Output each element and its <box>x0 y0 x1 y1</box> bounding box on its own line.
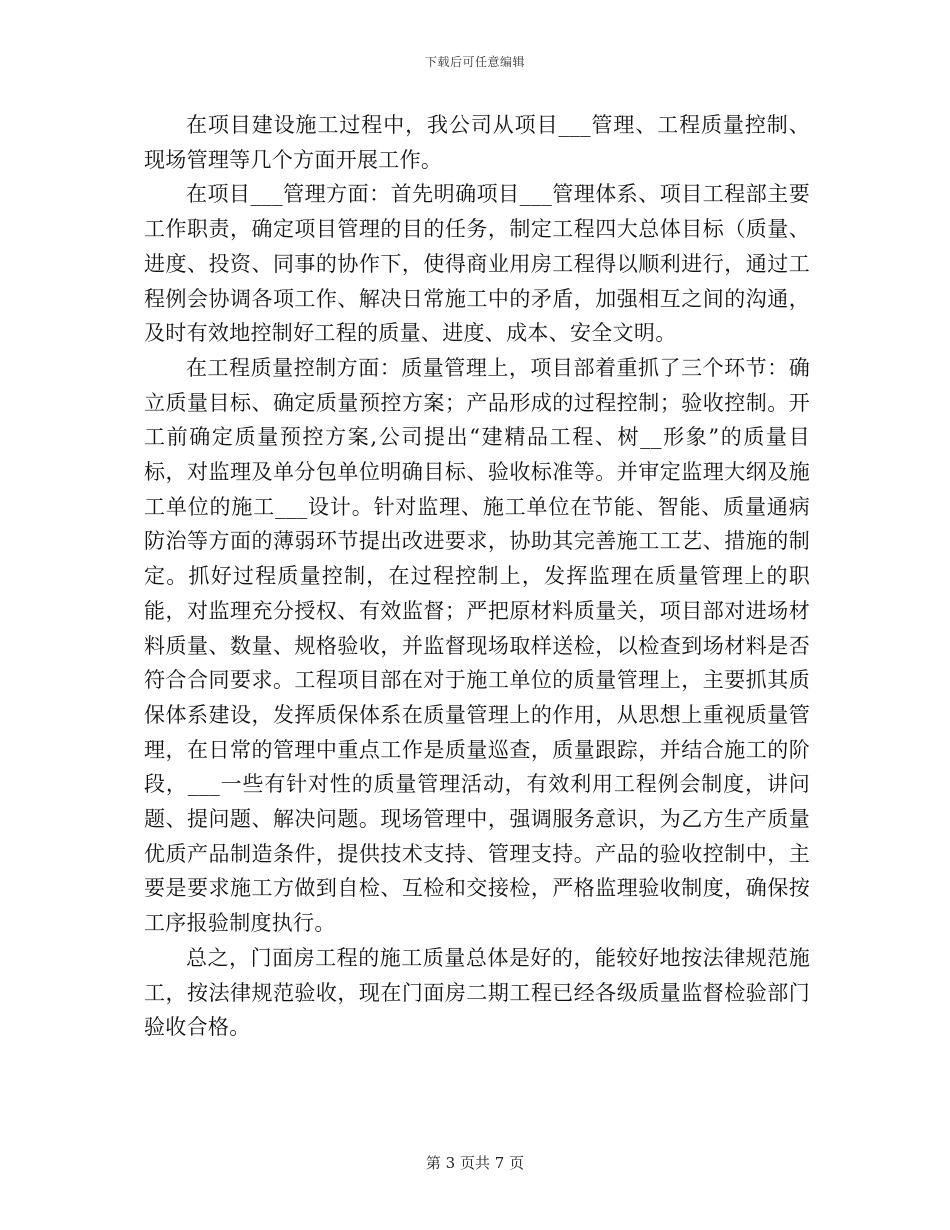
paragraph-project-management: 在项目___管理方面：首先明确项目___管理体系、项目工程部主要工作职责，确定项目管理的目的任务，制定工程四大总体目标（质量、进度、投资、同事的协作下，使得商业用房工程得以顺利进行，通过工程例会协调各项工作、解决日常施工中的矛盾，加强相互之间的沟通，及时有效地控制好工程的质量、进度、成本、安全文明。 <box>144 182 810 346</box>
paragraph-intro: 在项目建设施工过程中，我公司从项目___管理、工程质量控制、现场管理等几个方面开展工作。 <box>144 113 810 172</box>
paragraph-conclusion: 总之，门面房工程的施工质量总体是好的，能较好地按法律规范施工，按法律规范验收，现在门面房二期工程已经各级质量监督检验部门验收合格。 <box>144 945 810 1040</box>
page-header: 下载后可任意编辑 <box>424 55 525 69</box>
document-body <box>144 108 810 1045</box>
page-footer: 第 3 页共 7 页 <box>425 1154 525 1172</box>
paragraph-quality-control: 在工程质量控制方面：质量管理上，项目部着重抓了三个环节：确立质量目标、确定质量预控方案；产品形成的过程控制；验收控制。开工前确定质量预控方案,公司提出“建精品工程、树__形象”的质量目标，对监理及单分包单位明确目标、验收标准等。并审定监理大纲及施工单位的施工___设计。针对监理、施工单位在节能、智能、质量通病防治等方面的薄弱环节提出改进要求，协助其完善施工工艺、措施的制定。抓好过程质量控制，在过程控制上，发挥监理在质量管理上的职能，对监理充分授权、有效监督；严把原材料质量关，项目部对进场材料质量、数量、规格验收，并监督现场取样送检，以检查到场材料是否符合合同要求。工程项目部在对于施工单位的质量管理上，主要抓其质保体系建设，发挥质保体系在质量管理上的作用，从思想上重视质量管理，在日常的管理中重点工作是质量巡查，质量跟踪，并结合施工的阶段，___一些有针对性的质量管理活动，有效利用工程例会制度，讲问题、提问题、解决问题。现场管理中，强调服务意识，为乙方生产质量优质产品制造条件，提供技术支持、管理支持。产品的验收控制中，主要是要求施工方做到自检、互检和交接检，严格监理验收制度，确保按工序报验制度执行。 <box>144 355 810 936</box>
